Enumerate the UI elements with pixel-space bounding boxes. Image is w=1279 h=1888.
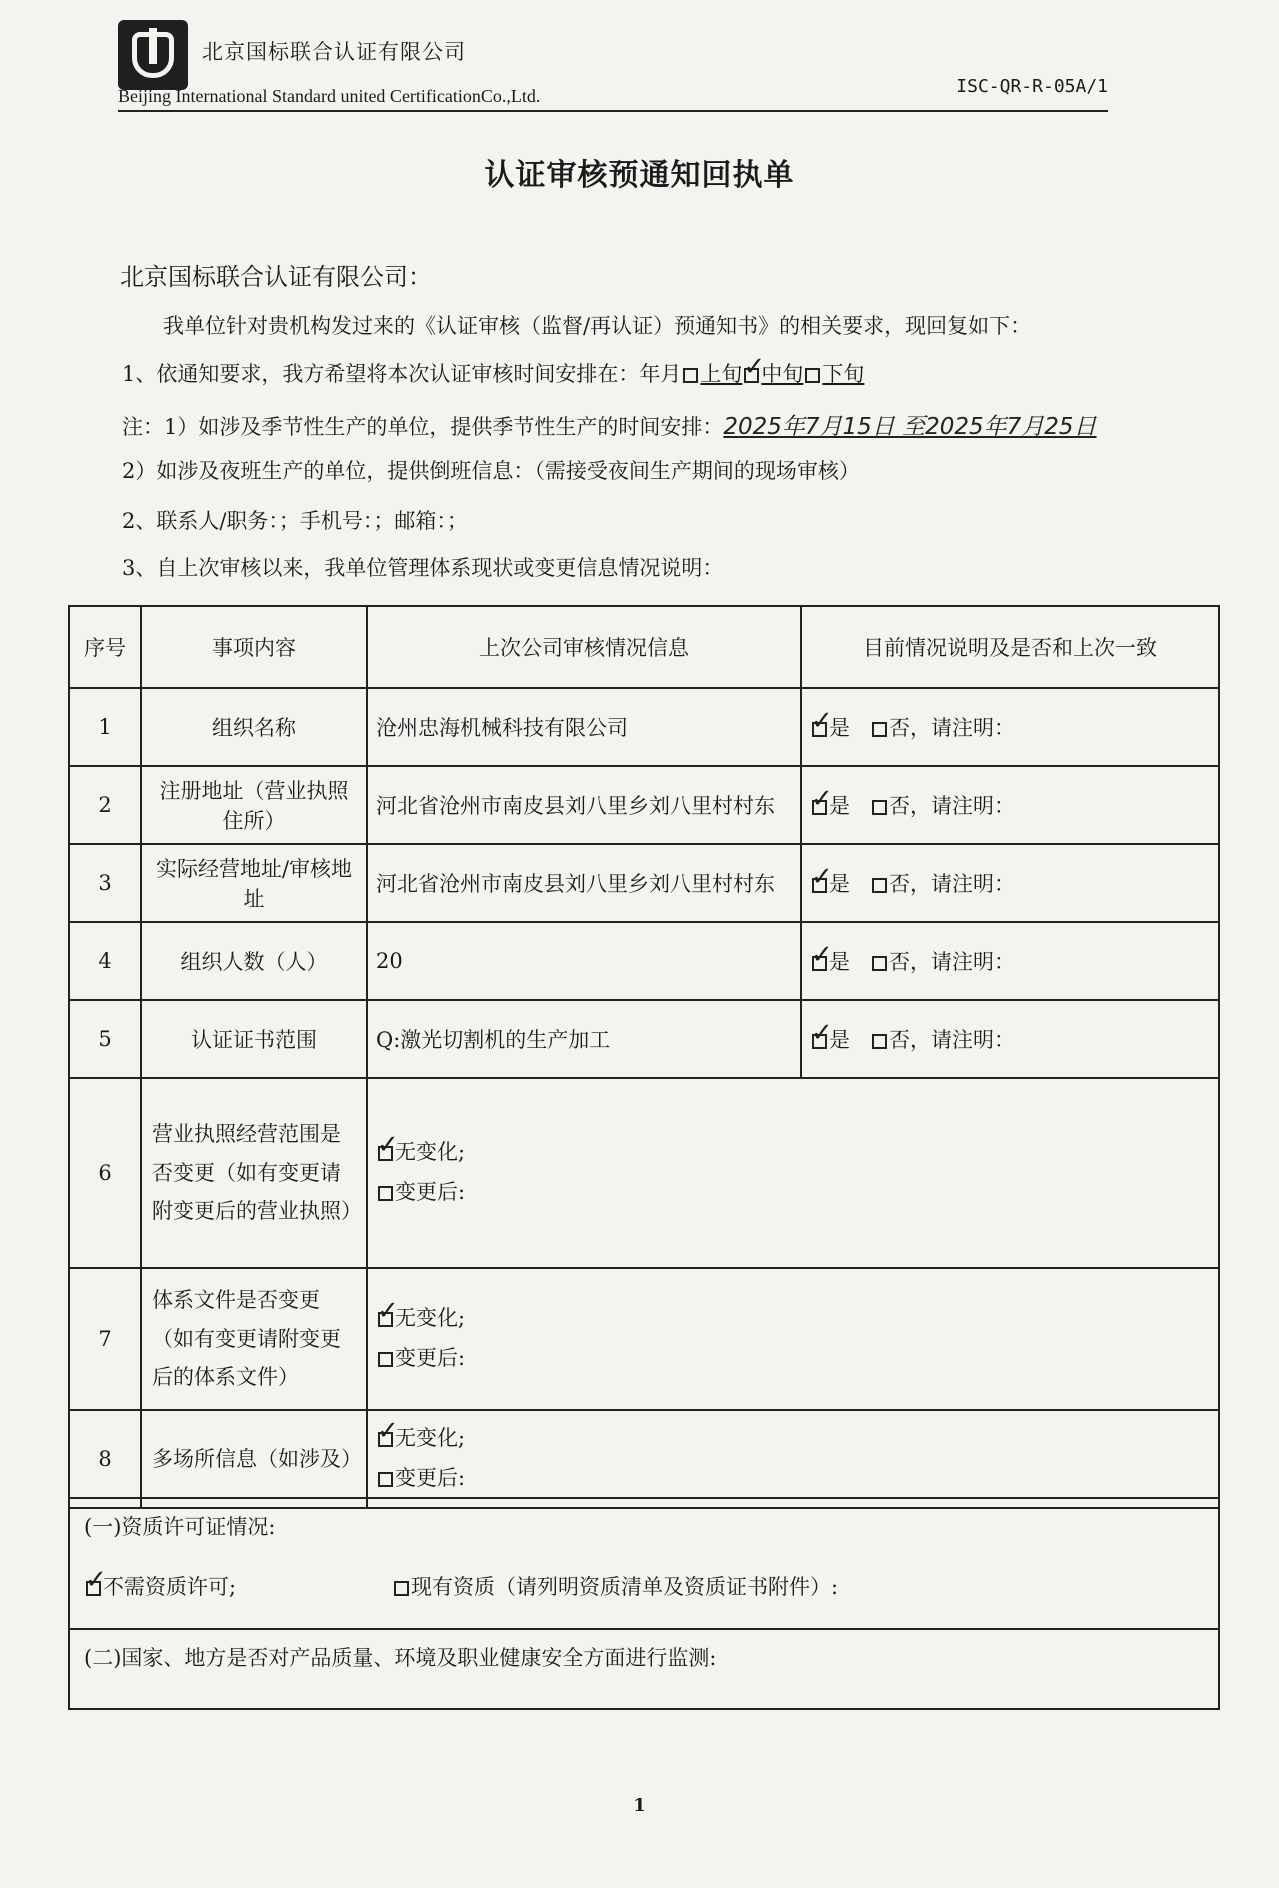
checkbox-yes[interactable] [812, 956, 827, 971]
row-item: 营业执照经营范围是否变更（如有变更请附变更后的营业执照） [141, 1078, 367, 1268]
row-item: 实际经营地址/审核地址 [141, 844, 367, 922]
option-mid-month-label: 中旬 [761, 362, 804, 386]
row-item: 体系文件是否变更（如有变更请附变更后的体系文件） [141, 1268, 367, 1410]
row-seq: 2 [69, 766, 141, 844]
row-seq: 3 [69, 844, 141, 922]
page-number: 1 [633, 1795, 646, 1816]
checkbox-no[interactable] [872, 956, 887, 971]
audit-info-table [68, 605, 1220, 1509]
checkbox-changed[interactable] [378, 1472, 393, 1487]
row-seq: 8 [69, 1410, 141, 1508]
company-name-cn: 北京国标联合认证有限公司 [202, 40, 466, 64]
document-title: 认证审核预通知回执单 [484, 158, 795, 193]
checkbox-no[interactable] [872, 878, 887, 893]
audit-time-options [681, 362, 864, 386]
no-label: 否，请注明： [889, 950, 1016, 974]
changed-label: 变更后: [395, 1346, 466, 1370]
row-prev-info: 河北省沧州市南皮县刘八里乡刘八里村村东 [367, 766, 801, 844]
checkbox-no-license-needed[interactable] [86, 1581, 101, 1596]
company-logo [118, 20, 188, 90]
row-change-status [367, 1268, 1219, 1410]
row-prev-info: Q:激光切割机的生产加工 [367, 1000, 801, 1078]
row-change-status [367, 1078, 1219, 1268]
change-info-heading: 3、自上次审核以来，我单位管理体系现状或变更信息情况说明： [122, 556, 724, 580]
checkbox-no-change[interactable] [378, 1146, 393, 1161]
no-change-label: 无变化; [395, 1306, 466, 1331]
no-label: 否，请注明： [889, 872, 1016, 896]
document-code: ISC-QR-R-05A/1 [956, 76, 1108, 97]
row-prev-info: 河北省沧州市南皮县刘八里乡刘八里村村东 [367, 844, 801, 922]
qualification-section [68, 1497, 1220, 1630]
addressee: 北京国标联合认证有限公司： [120, 263, 432, 291]
row-item: 注册地址（营业执照住所） [141, 766, 367, 844]
company-name-en: Beijing International Standard united CertificationCo.,Ltd. [118, 86, 541, 106]
checkbox-early-month[interactable] [683, 368, 698, 383]
checkbox-no-change[interactable] [378, 1432, 393, 1447]
checkbox-no[interactable] [872, 1034, 887, 1049]
row-seq: 1 [69, 688, 141, 766]
no-label: 否，请注明： [889, 716, 1016, 740]
qualification-question: (一)资质许可证情况: [84, 1515, 276, 1539]
row-seq: 4 [69, 922, 141, 1000]
checkbox-changed[interactable] [378, 1186, 393, 1201]
yes-label: 是 [829, 1028, 850, 1052]
row-current-status [801, 1000, 1219, 1078]
yes-label: 是 [829, 872, 850, 896]
changed-label: 变更后: [395, 1180, 466, 1204]
table-row [69, 688, 1219, 766]
monitoring-section [68, 1630, 1220, 1710]
table-row [69, 1268, 1219, 1410]
table-row [69, 1410, 1219, 1508]
checkbox-mid-month[interactable] [744, 368, 759, 383]
changed-label: 变更后: [395, 1466, 466, 1490]
row-item: 组织名称 [141, 688, 367, 766]
seasonal-note [122, 408, 1097, 441]
checkbox-no[interactable] [872, 722, 887, 737]
table-row [69, 1078, 1219, 1268]
checkbox-no[interactable] [872, 800, 887, 815]
row-current-status [801, 766, 1219, 844]
table-row [69, 766, 1219, 844]
checkbox-yes[interactable] [812, 1034, 827, 1049]
no-change-label: 无变化; [395, 1426, 466, 1451]
header-item: 事项内容 [141, 606, 367, 688]
checkbox-yes[interactable] [812, 878, 827, 893]
letterhead [118, 20, 1108, 112]
yes-label: 是 [829, 716, 850, 740]
row-item: 多场所信息（如涉及） [141, 1410, 367, 1508]
yes-label: 是 [829, 794, 850, 818]
row-item: 组织人数（人） [141, 922, 367, 1000]
monitoring-question: (二)国家、地方是否对产品质量、环境及职业健康安全方面进行监测: [84, 1646, 717, 1670]
audit-time-text: 1、依通知要求，我方希望将本次认证审核时间安排在：年月 [122, 362, 682, 386]
row-prev-info: 20 [367, 922, 801, 1000]
checkbox-changed[interactable] [378, 1352, 393, 1367]
have-license-label: 现有资质（请列明资质清单及资质证书附件）: [411, 1575, 839, 1599]
seasonal-dates-handwritten: 2025年7月15日 至2025年7月25日 [723, 414, 1097, 440]
qualification-option-none [84, 1571, 236, 1601]
yes-label: 是 [829, 950, 850, 974]
no-label: 否，请注明： [889, 1028, 1016, 1052]
row-seq: 7 [69, 1268, 141, 1410]
header-prev: 上次公司审核情况信息 [367, 606, 801, 688]
row-current-status [801, 922, 1219, 1000]
row-current-status [801, 688, 1219, 766]
contact-line: 2、联系人/职务：；手机号：；邮箱：； [122, 509, 468, 533]
row-prev-info: 沧州忠海机械科技有限公司 [367, 688, 801, 766]
table-row [69, 1000, 1219, 1078]
row-seq: 6 [69, 1078, 141, 1268]
table-row [69, 922, 1219, 1000]
no-label: 否，请注明： [889, 794, 1016, 818]
row-change-status [367, 1410, 1219, 1508]
table-row [69, 844, 1219, 922]
option-late-month-label: 下旬 [822, 362, 865, 386]
night-shift-note: 2）如涉及夜班生产的单位，提供倒班信息：（需接受夜间生产期间的现场审核） [122, 459, 860, 483]
checkbox-yes[interactable] [812, 722, 827, 737]
header-divider [118, 110, 1108, 112]
row-seq: 5 [69, 1000, 141, 1078]
no-license-label: 不需资质许可; [103, 1575, 237, 1599]
row-current-status [801, 844, 1219, 922]
table-header-row [69, 606, 1219, 688]
checkbox-yes[interactable] [812, 800, 827, 815]
qualification-option-have [392, 1571, 838, 1601]
intro-paragraph: 我单位针对贵机构发过来的《认证审核（监督/再认证）预通知书》的相关要求，现回复如下： [163, 314, 1032, 338]
option-early-month-label: 上旬 [700, 362, 743, 386]
checkbox-have-license[interactable] [394, 1581, 409, 1596]
row-item: 认证证书范围 [141, 1000, 367, 1078]
header-seq: 序号 [69, 606, 141, 688]
audit-time-line [122, 358, 864, 388]
seasonal-note-text: 注：1）如涉及季节性生产的单位，提供季节性生产的时间安排： [122, 415, 724, 439]
checkbox-late-month[interactable] [805, 368, 820, 383]
no-change-label: 无变化; [395, 1140, 466, 1165]
header-current: 目前情况说明及是否和上次一致 [801, 606, 1219, 688]
checkbox-no-change[interactable] [378, 1312, 393, 1327]
